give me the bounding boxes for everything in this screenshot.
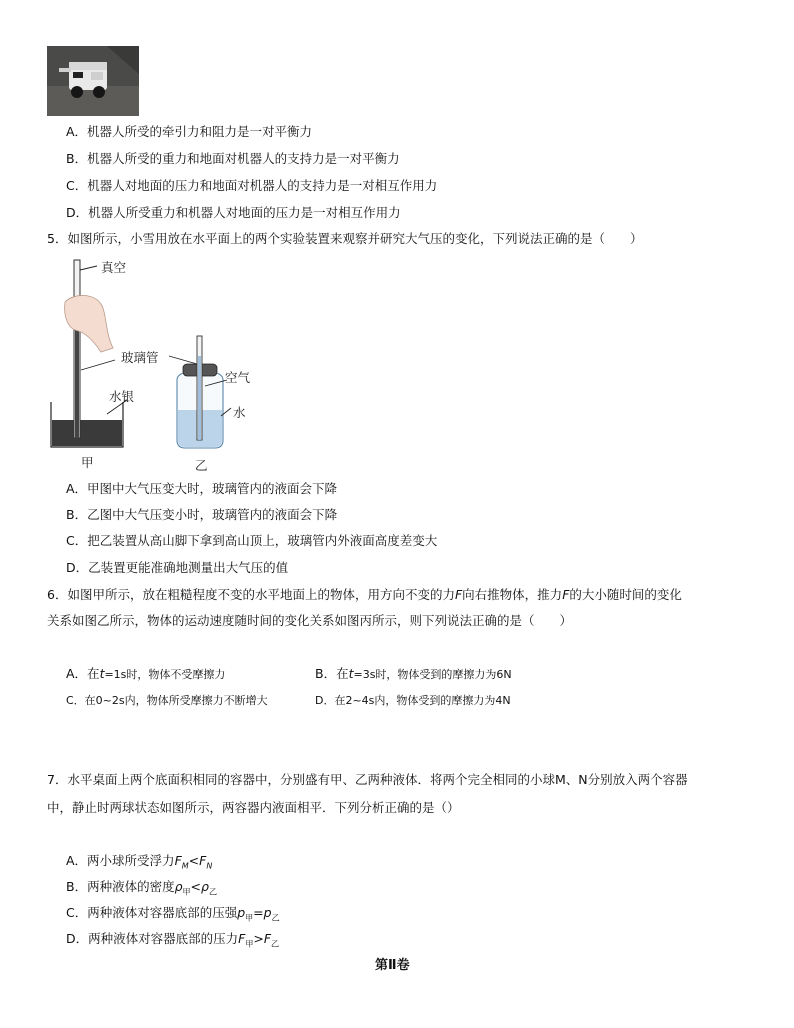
label-vacuum: 真空 — [101, 260, 127, 275]
q7-option-b-rho2: ρ — [201, 879, 209, 894]
q7-stem-line2: 中，静止时两球状态如图所示，两容器内液面相平．下列分析正确的是（） — [47, 800, 460, 815]
q5-option-a: A．甲图中大气压变大时，玻璃管内的液面会下降 — [66, 481, 338, 496]
q4-option-a: A．机器人所受的牵引力和阻力是一对平衡力 — [66, 124, 313, 139]
q7-option-d-f1: F — [238, 931, 246, 946]
q7-option-b-sub-yi: 乙 — [208, 887, 217, 897]
robot-image — [47, 46, 139, 116]
q7-option-d-sub-jia: 甲 — [245, 939, 254, 949]
q7-option-c-rel: = — [253, 905, 264, 920]
q7-option-a-sub-n: N — [206, 861, 213, 871]
q6-stem-part-b: 向右推物体，推力 — [462, 587, 563, 602]
label-water: 水 — [233, 405, 246, 420]
q6-option-b-pre: B．在 — [315, 666, 349, 681]
q6-option-b-post: =3s时，物体受到的摩擦力为6N — [353, 668, 512, 681]
label-yi: 乙 — [195, 458, 208, 473]
q7-option-d-sub-yi: 乙 — [271, 939, 280, 949]
q7-option-b-pre: B．两种液体的密度 — [66, 879, 175, 894]
q7-option-c-sub-yi: 乙 — [271, 913, 280, 923]
q4-option-d: D．机器人所受重力和机器人对地面的压力是一对相互作用力 — [66, 205, 401, 220]
q6-option-a-pre: A．在 — [66, 666, 100, 681]
q6-option-a — [66, 665, 225, 684]
q7-option-a — [66, 852, 212, 876]
q7-option-c-sub-jia: 甲 — [245, 913, 254, 923]
q5-option-b: B．乙图中大气压变小时，玻璃管内的液面会下降 — [66, 507, 338, 522]
q4-option-b: B．机器人所受的重力和地面对机器人的支持力是一对平衡力 — [66, 151, 400, 166]
q6-option-b — [315, 665, 512, 684]
q6-force-symbol-2: F — [562, 587, 570, 602]
q7-option-a-pre: A．两小球所受浮力 — [66, 853, 175, 868]
q6-option-a-t: t — [99, 666, 105, 681]
q4-option-c: C．机器人对地面的压力和地面对机器人的支持力是一对相互作用力 — [66, 178, 438, 193]
q6-option-c: C．在0~2s内，物体所受摩擦力不断增大 — [66, 694, 268, 707]
q7-option-d-rel: > — [253, 931, 264, 946]
q7-option-d — [66, 930, 279, 954]
q7-option-a-rel: < — [188, 853, 200, 868]
q7-option-b-rel: < — [190, 879, 201, 894]
section-title: 第Ⅱ卷 — [375, 958, 410, 973]
q7-option-d-pre: D．两种液体对容器底部的压力 — [66, 931, 239, 946]
q7-option-b-sub-jia: 甲 — [182, 887, 191, 897]
label-glass-tube: 玻璃管 — [121, 350, 159, 365]
label-jia: 甲 — [81, 455, 94, 470]
robot-photo — [47, 46, 139, 116]
q7-option-d-f2: F — [263, 931, 272, 946]
q7-option-c-p1: p — [237, 905, 246, 920]
q5-option-d: D．乙装置更能准确地测量出大气压的值 — [66, 560, 289, 575]
q7-stem-line1: 7．水平桌面上两个底面积相同的容器中，分别盛有甲、乙两种液体．将两个完全相同的小球M、N分别放入两个容器 — [47, 772, 688, 787]
q6-stem-line2: 关系如图乙所示，物体的运动速度随时间的变化关系如图丙所示，则下列说法正确的是（ ） — [47, 613, 573, 628]
q7-option-b-rho1: ρ — [174, 879, 183, 894]
q5-option-c: C．把乙装置从高山脚下拿到高山顶上，玻璃管内外液面高度差变大 — [66, 533, 438, 548]
q7-option-c-pre: C．两种液体对容器底部的压强 — [66, 905, 238, 920]
q5-figure — [45, 252, 285, 477]
q7-option-a-sub-m: M — [181, 861, 189, 871]
q7-option-c-p2: p — [263, 905, 272, 920]
q6-stem-line1 — [47, 586, 682, 604]
q7-option-c — [66, 904, 280, 928]
label-air: 空气 — [225, 370, 251, 385]
q5-stem: 5．如图所示，小雪用放在水平面上的两个实验装置来观察并研究大气压的变化，下列说法正确的是（ ） — [47, 231, 643, 246]
label-mercury: 水银 — [109, 389, 135, 404]
mercury-trough — [52, 420, 122, 446]
q6-option-b-t: t — [348, 666, 354, 681]
q6-option-a-post: =1s时，物体不受摩擦力 — [104, 668, 226, 681]
q7-option-a-f2: F — [199, 853, 207, 868]
q6-force-symbol: F — [454, 587, 463, 602]
q6-stem-part-c: 的大小随时间的变化 — [569, 587, 682, 602]
q6-option-d: D．在2~4s内，物体受到的摩擦力为4N — [315, 694, 511, 707]
q7-option-a-f1: F — [174, 853, 182, 868]
q7-option-b — [66, 878, 217, 902]
q6-stem-part-a: 6．如图甲所示，放在粗糙程度不变的水平地面上的物体，用方向不变的力 — [47, 587, 455, 602]
